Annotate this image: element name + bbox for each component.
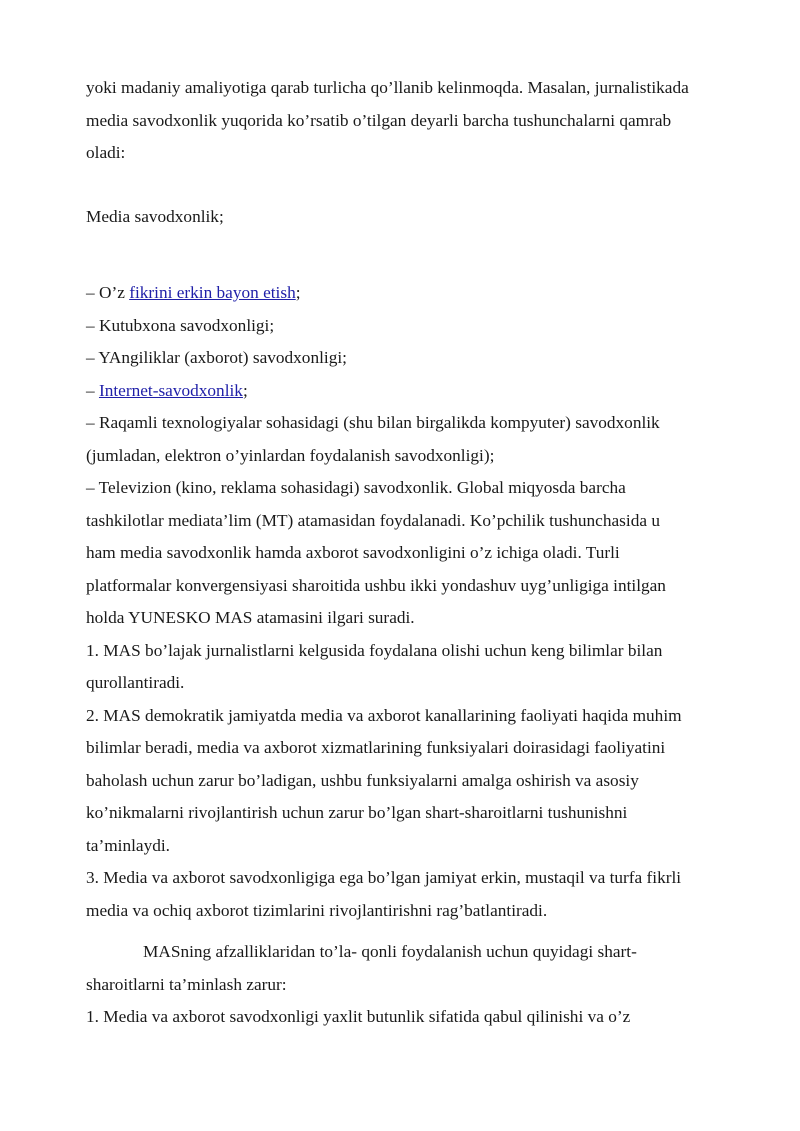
list-item: – Televizion (kino, reklama sohasidagi) savodxonlik. Global miqyosda barcha bbox=[86, 478, 626, 497]
list-item-continuation: holda YUNESKO MAS atamasini ilgari suradi. bbox=[86, 608, 415, 627]
conditions-paragraph bbox=[86, 936, 756, 1034]
numbered-item-continuation: baholash uchun zarur bo’ladigan, ushbu funksiyalarni amalga oshirish va asosiy bbox=[86, 770, 639, 790]
list-item-continuation: (jumladan, elektron o’yinlardan foydalanish savodxonligi); bbox=[86, 445, 495, 465]
list-item: – Kutubxona savodxonligi; bbox=[86, 315, 275, 335]
list-item: – YAngiliklar (axborot) savodxonligi; bbox=[86, 348, 347, 367]
intro-paragraph bbox=[86, 72, 756, 170]
literacy-types-list bbox=[86, 277, 756, 927]
numbered-item-continuation: media va ochiq axborot tizimlarini rivojlantirishni rag’batlantiradi. bbox=[86, 900, 548, 920]
text-line: media savodxonlik yuqorida ko’rsatib o’tilgan deyarli barcha tushunchalarni qamrab bbox=[86, 110, 672, 130]
numbered-item-continuation: qurollantiradi. bbox=[86, 673, 185, 692]
list-item: – Internet-savodxonlik; bbox=[86, 380, 248, 400]
section-heading: Media savodxonlik; bbox=[86, 207, 224, 226]
list-item-continuation: tashkilotlar mediata’lim (MT) atamasidan foydalanadi. Ko’pchilik tushunchasida u bbox=[86, 510, 660, 530]
numbered-item: 1. Media va axborot savodxonligi yaxlit butunlik sifatida qabul qilinishi va o’z bbox=[86, 1007, 631, 1026]
numbered-item-continuation: ko’nikmalarni rivojlantirish uchun zarur bo’lgan shart-sharoitlarni tushunishni bbox=[86, 803, 628, 822]
text-line: yoki madaniy amaliyotiga qarab turlicha qo’llanib kelinmoqda. Masalan, jurnalistikada bbox=[86, 78, 689, 97]
list-item: – O’z fikrini erkin bayon etish; bbox=[86, 283, 301, 302]
numbered-item: 3. Media va axborot savodxonligiga ega bo’lgan jamiyat erkin, mustaqil va turfa fikrli bbox=[86, 868, 682, 887]
free-expression-link[interactable]: fikrini erkin bayon etish bbox=[129, 283, 296, 302]
media-literacy-heading bbox=[86, 201, 756, 234]
list-item-continuation: ham media savodxonlik hamda axborot savodxonligini o’z ichiga oladi. Turli bbox=[86, 543, 620, 562]
numbered-item-continuation: ta’minlaydi. bbox=[86, 835, 170, 855]
list-item-continuation: platformalar konvergensiyasi sharoitida ushbu ikki yondashuv uyg’unligiga intilgan bbox=[86, 575, 666, 595]
text-line-indented: MASning afzalliklaridan to’la- qonli foydalanish uchun quyidagi shart- bbox=[143, 942, 637, 961]
list-item: – Raqamli texnologiyalar sohasidagi (shu bilan birgalikda kompyuter) savodxonlik bbox=[86, 413, 660, 432]
numbered-item: 2. MAS demokratik jamiyatda media va axborot kanallarining faoliyati haqida muhim bbox=[86, 705, 682, 725]
text-line: oladi: bbox=[86, 143, 126, 162]
numbered-item: 1. MAS bo’lajak jurnalistlarni kelgusida foydalana olishi uchun keng bilimlar bilan bbox=[86, 640, 663, 660]
internet-literacy-link[interactable]: Internet-savodxonlik bbox=[98, 380, 243, 400]
text-line: sharoitlarni ta’minlash zarur: bbox=[86, 974, 287, 994]
numbered-item-continuation: bilimlar beradi, media va axborot xizmatlarining funksiyalari doirasidagi faoliyatini bbox=[86, 738, 666, 757]
